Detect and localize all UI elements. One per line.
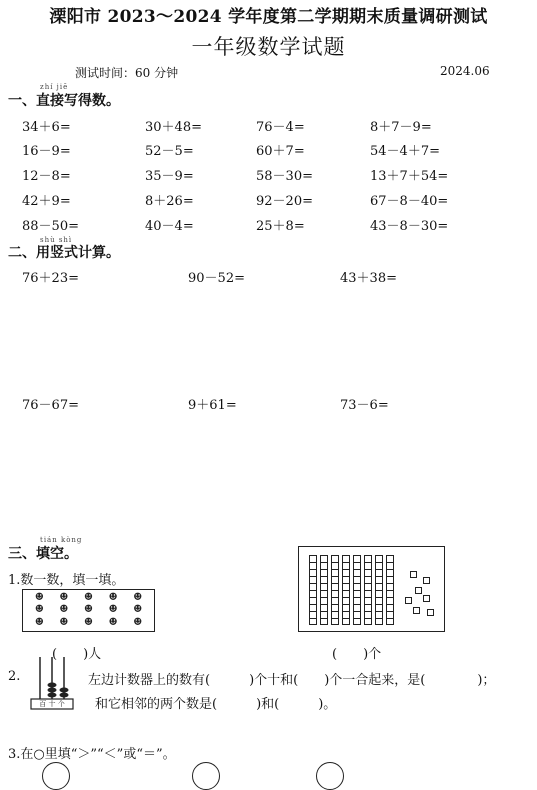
- vertical-calc-2: 90－52=: [188, 271, 245, 286]
- vertical-calc-6: 73－6=: [340, 398, 389, 413]
- person-icon: ☻: [133, 616, 143, 628]
- person-icon: ☻: [84, 616, 93, 628]
- compare-circle-2[interactable]: [192, 762, 220, 790]
- vertical-calc-3: 43＋38=: [340, 271, 397, 286]
- person-icon: ☻: [133, 604, 143, 616]
- eq-r4c2: 8＋26=: [145, 194, 194, 209]
- section3-title: 三、填空。: [8, 546, 78, 562]
- unit-cube-icon: [423, 595, 430, 602]
- tens-rod-icon: [342, 555, 350, 625]
- people-picture: [22, 589, 155, 632]
- tens-rod-icon: [375, 555, 383, 625]
- vertical-calc-4: 76－67=: [22, 398, 79, 413]
- person-icon: ☻: [34, 616, 44, 628]
- eq-r1c1: 34＋6=: [22, 120, 71, 135]
- unit-cube-icon: [415, 587, 422, 594]
- unit-cube-icon: [405, 597, 412, 604]
- section1-title: 一、直接写得数。: [8, 93, 120, 109]
- eq-r4c1: 42＋9=: [22, 194, 71, 209]
- eq-r5c4: 43－8－30=: [370, 219, 449, 234]
- eq-r4c3: 92－20=: [256, 194, 313, 209]
- test-time: 测试时间：60 分钟: [75, 66, 179, 80]
- eq-r3c3: 58－30=: [256, 169, 313, 184]
- person-icon: ☻: [108, 592, 118, 603]
- eq-r5c1: 88－50=: [22, 219, 79, 234]
- question-3: 3.在○里填“＞”“＜”或“＝”。: [8, 747, 176, 762]
- eq-r5c3: 25＋8=: [256, 219, 305, 234]
- eq-r1c4: 8＋7－9=: [370, 120, 432, 135]
- eq-r2c3: 60＋7=: [256, 144, 305, 159]
- eq-r2c2: 52－5=: [145, 144, 194, 159]
- abacus-label: 百 十 个: [39, 700, 65, 708]
- person-icon: ☻: [84, 592, 93, 603]
- eq-r3c1: 12－8=: [22, 169, 71, 184]
- person-icon: ☻: [34, 604, 44, 616]
- question-2-line1: 左边计数器上的数有( )个十和( )个一合起来，是( )；: [88, 673, 496, 688]
- person-icon: ☻: [108, 604, 118, 616]
- unit-cube-icon: [413, 607, 420, 614]
- tens-rod-icon: [320, 555, 328, 625]
- person-icon: ☻: [108, 616, 118, 628]
- section2-title: 二、用竖式计算。: [8, 245, 120, 261]
- unit-cube-icon: [423, 577, 430, 584]
- vertical-calc-5: 9＋61=: [188, 398, 237, 413]
- eq-r2c1: 16－9=: [22, 144, 71, 159]
- vertical-calc-1: 76＋23=: [22, 271, 79, 286]
- tens-rod-icon: [331, 555, 339, 625]
- eq-r1c3: 76－4=: [256, 120, 305, 135]
- tens-rod-icon: [353, 555, 361, 625]
- eq-r4c4: 67－8－40=: [370, 194, 449, 209]
- question-2-line2: 和它相邻的两个数是( )和( )。: [95, 697, 337, 712]
- eq-r3c2: 35－9=: [145, 169, 194, 184]
- eq-r1c2: 30＋48=: [145, 120, 202, 135]
- tens-rod-icon: [364, 555, 372, 625]
- eq-r3c4: 13＋7＋54=: [370, 169, 449, 184]
- exam-title: 溧阳市 2023～2024 学年度第二学期期末质量调研测试: [49, 7, 488, 27]
- question-1: 1.数一数，填一填。: [8, 573, 125, 588]
- question-2-number: 2.: [8, 669, 21, 684]
- exam-subtitle: 一年级数学试题: [191, 35, 346, 59]
- person-icon: ☻: [59, 616, 69, 628]
- section3-pinyin: tián kòng: [40, 536, 83, 544]
- person-icon: ☻: [84, 604, 93, 616]
- person-icon: ☻: [34, 592, 44, 603]
- q1-blank-blocks[interactable]: ( )个: [332, 647, 382, 662]
- tens-rod-icon: [386, 555, 394, 625]
- unit-cube-icon: [427, 609, 434, 616]
- exam-date: 2024.06: [440, 64, 490, 78]
- person-icon: ☻: [133, 592, 143, 603]
- section2-pinyin: shù shì: [40, 236, 73, 244]
- eq-r2c4: 54－4＋7=: [370, 144, 440, 159]
- eq-r5c2: 40－4=: [145, 219, 194, 234]
- q1-blank-people[interactable]: ( )人: [52, 647, 102, 662]
- unit-cube-icon: [410, 571, 417, 578]
- person-icon: ☻: [59, 592, 69, 603]
- compare-circle-3[interactable]: [316, 762, 344, 790]
- person-icon: ☻: [59, 604, 69, 616]
- tens-rod-icon: [309, 555, 317, 625]
- section1-pinyin: zhí jiē: [40, 83, 69, 91]
- base-ten-blocks-picture: [298, 546, 445, 632]
- compare-circle-1[interactable]: [42, 762, 70, 790]
